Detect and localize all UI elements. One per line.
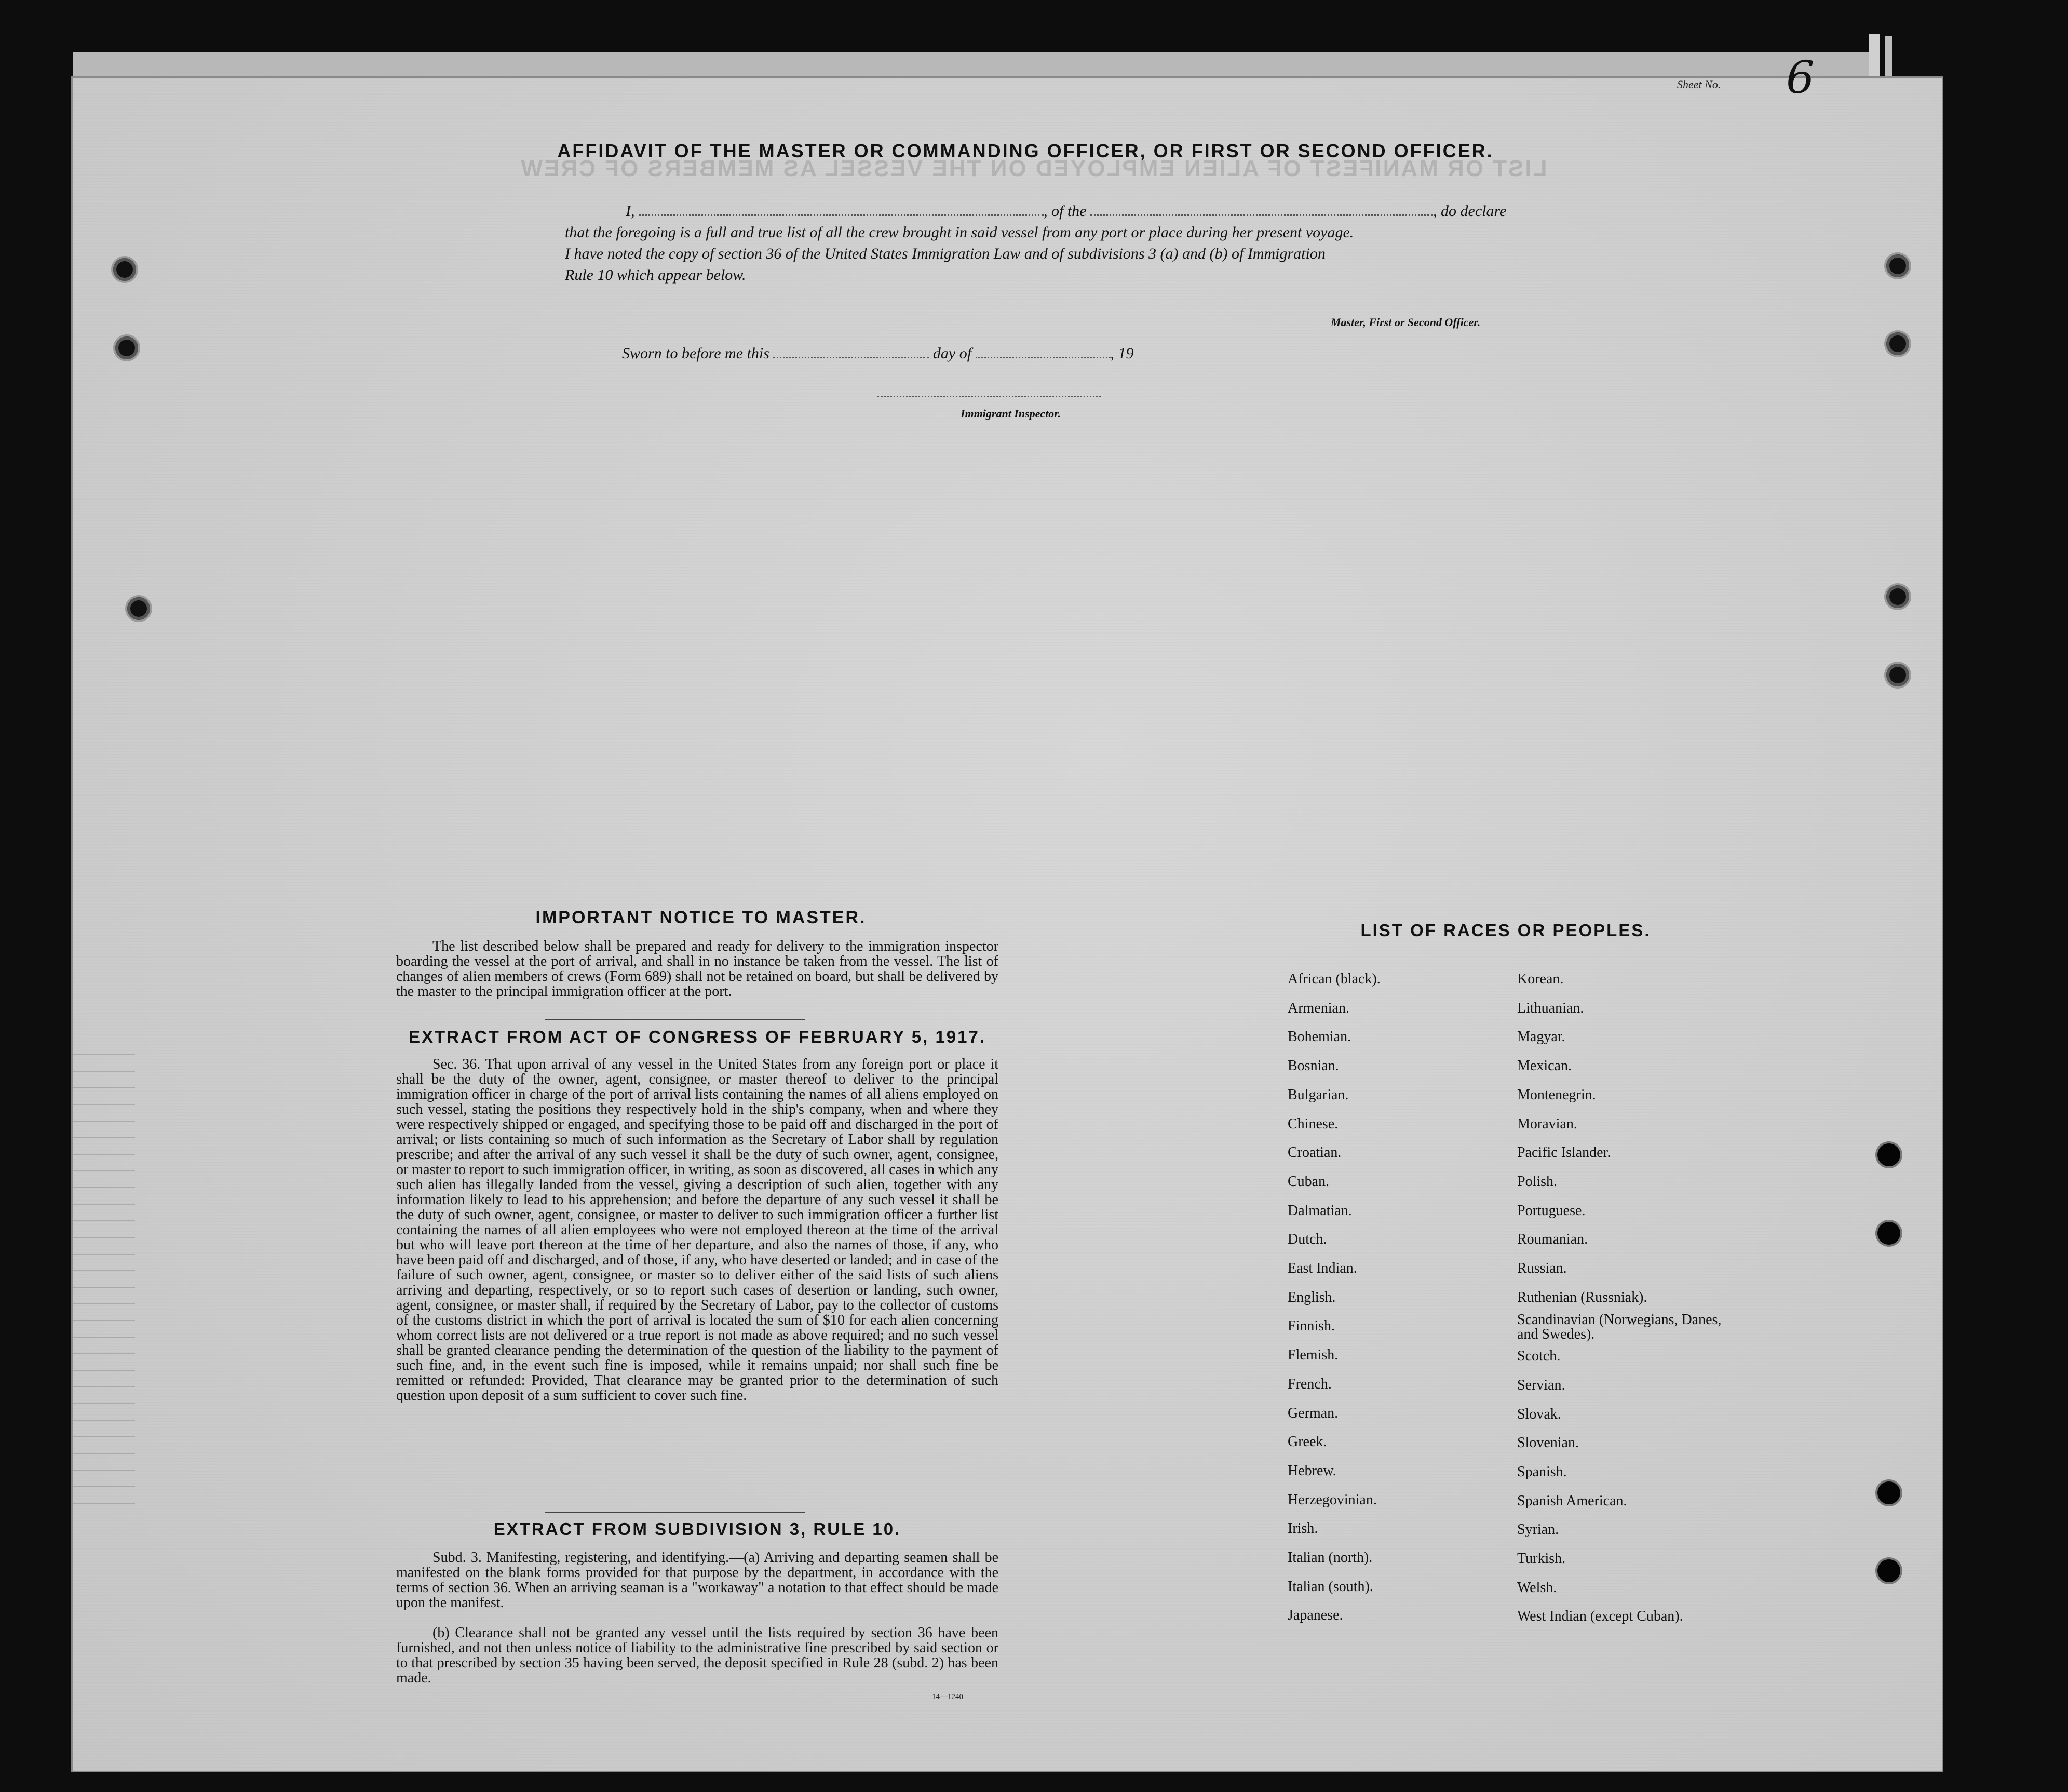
sworn-month-blank[interactable]: [976, 357, 1111, 358]
race-item: East Indian.: [1288, 1260, 1357, 1277]
race-item: Irish.: [1288, 1520, 1318, 1537]
race-item: Italian (south).: [1288, 1578, 1373, 1595]
binding-hole-right-7: [1877, 1481, 1900, 1504]
race-item: Bulgarian.: [1288, 1086, 1349, 1103]
form-number: 14—1240: [932, 1693, 963, 1701]
affidavit-i: I,: [626, 203, 635, 220]
race-item: Lithuanian.: [1517, 1000, 1584, 1016]
race-item: Italian (north).: [1288, 1550, 1373, 1566]
sheet-number: 6: [1786, 52, 1815, 104]
affidavit-line-3: I have noted the copy of section 36 of the United States Immigration Law and of subdivisions 3 (a) and (b) of Immigration: [565, 245, 1326, 262]
race-item: Japanese.: [1288, 1607, 1343, 1624]
affidavit-of-the: , of the: [1044, 203, 1087, 220]
race-item: Spanish.: [1517, 1463, 1567, 1480]
sworn-text: Sworn to before me this: [622, 345, 769, 362]
race-item: West Indian (except Cuban).: [1517, 1608, 1683, 1625]
binding-hole-right-2: [1886, 332, 1909, 355]
race-item: Polish.: [1517, 1173, 1558, 1190]
inspector-label: Immigrant Inspector.: [961, 407, 1061, 420]
race-item: Dalmatian.: [1288, 1202, 1352, 1219]
race-item: Bosnian.: [1288, 1058, 1339, 1074]
divider-1: [545, 1019, 805, 1020]
race-item: Greek.: [1288, 1434, 1327, 1450]
sworn-day-blank[interactable]: [773, 357, 929, 358]
name-blank[interactable]: [639, 214, 1044, 216]
affidavit-line-2: that the foregoing is a full and true list of all the crew brought in said vessel from any port or place during her present voyage.: [565, 224, 1354, 241]
affidavit-line-1: [626, 203, 1506, 220]
affidavit-declare: , do declare: [1433, 203, 1507, 220]
race-item: Syrian.: [1517, 1521, 1559, 1538]
rule-body-b: (b) Clearance shall not be granted any vessel until the lists required by section 36 have been furnished, and not then unless notice of liability to the administrative fine prescribed by said section or to that prescribed by section 35 having been served, the deposit specified in Rule 28 (subd. 2) has been made.: [396, 1625, 998, 1686]
act-title: EXTRACT FROM ACT OF CONGRESS OF FEBRUARY 5, 1917.: [408, 1027, 986, 1046]
race-item: Armenian.: [1288, 1000, 1349, 1016]
race-item: Scotch.: [1517, 1348, 1561, 1365]
race-item: Bohemian.: [1288, 1029, 1351, 1045]
divider-2: [545, 1512, 805, 1513]
race-item: French.: [1288, 1376, 1332, 1392]
binding-hole-left-1: [113, 258, 136, 281]
race-item: Croatian.: [1288, 1144, 1342, 1161]
race-item: Scandinavian (Norwegians, Danes, and Swedes).: [1517, 1312, 1722, 1343]
race-item: English.: [1288, 1289, 1336, 1305]
race-item: Moravian.: [1517, 1115, 1577, 1132]
races-column-1: [1288, 965, 1506, 1630]
race-item: Magyar.: [1517, 1029, 1565, 1045]
race-item: Cuban.: [1288, 1173, 1330, 1190]
vessel-blank[interactable]: [1090, 214, 1433, 216]
race-item: Pacific Islander.: [1517, 1144, 1611, 1161]
binding-hole-left-2: [115, 336, 138, 359]
race-item: Hebrew.: [1288, 1462, 1336, 1479]
act-body: Sec. 36. That upon arrival of any vessel in the United States from any foreign port or place it shall be the duty of the owner, agent, consignee, or master thereof to deliver to the principal immigration officer in charge of the port of arrival lists containing the names of all aliens employed on such vessel, stating the positions they respectively hold in the ship's company, when and where they were respectively shipped or engaged, and specifying those to be paid off and discharged in the port of arrival; or lists containing so much of such information as the Secretary of Labor shall by regulation prescribe; and after the arrival of any such vessel it shall be the duty of such owner, agent, consignee, or master to report to such immigration officer, in writing, as soon as discovered, all cases in which any such alien has illegally landed from the vessel, giving a description of such alien, together with any information likely to lead to his apprehension; and before the departure of any such vessel it shall be the duty of such owner, agent, consignee, or master to deliver to such immigration officer a further list containing the names of all alien employees who were not employed thereon at the time of the arrival but who will leave port thereon at the time of her departure, and also the names of those, if any, who have been paid off and discharged, and of those, if any, who have deserted or landed; and in case of the failure of such owner, agent, consignee, or master so to deliver either of the said lists of such aliens arriving and departing, respectively, or so to report such cases of desertion or landing, such owner, agent, consignee, or master shall, if required by the Secretary of Labor, pay to the collector of customs of the customs district in which the port of arrival is located the sum of $10 for each alien concerning whom correct lists are not delivered or a true report is not made as above required; and no such vessel shall be granted clearance pending the determination of the question of the liability to the payment of such fine, and, in the event such fine is imposed, while it remains unpaid; nor shall such fine be remitted or refunded: Provided, That clearance may be granted prior to the determination of such question upon deposit of a sum sufficient to cover such fine.: [396, 1056, 998, 1404]
race-item: Herzegovinian.: [1288, 1491, 1377, 1508]
page-edge-top: [73, 52, 1880, 80]
binding-hole-right-6: [1877, 1222, 1900, 1245]
sworn-day-of: day of: [932, 345, 972, 362]
race-item: Russian.: [1517, 1260, 1567, 1277]
race-item: Welsh.: [1517, 1579, 1557, 1596]
race-item: Slovak.: [1517, 1406, 1561, 1422]
inspector-signature-line: [877, 396, 1101, 397]
affidavit-line-4: Rule 10 which appear below.: [565, 266, 746, 284]
sworn-line: [622, 345, 1134, 362]
master-signature-label: Master, First or Second Officer.: [1331, 316, 1481, 329]
binding-hole-right-5: [1877, 1143, 1900, 1166]
race-item: Spanish American.: [1517, 1492, 1627, 1509]
binding-hole-right-3: [1886, 585, 1909, 608]
races-column-2: [1517, 965, 1735, 1631]
binding-hole-right-1: [1886, 254, 1909, 277]
race-item: Montenegrin.: [1517, 1086, 1596, 1103]
notice-title: IMPORTANT NOTICE TO MASTER.: [535, 908, 867, 927]
rule-body-a: Subd. 3. Manifesting, registering, and identifying.—(a) Arriving and departing seamen shall be manifested on the blank forms provided for that purpose by the department, in accordance with the terms of section 36. When an arriving seaman is a "workaway" a notation to that effect should be made upon the manifest.: [396, 1550, 998, 1611]
race-item: German.: [1288, 1405, 1339, 1421]
race-item: African (black).: [1288, 971, 1381, 987]
sworn-year: , 19: [1110, 345, 1134, 362]
race-item: Dutch.: [1288, 1231, 1327, 1248]
notice-body: The list described below shall be prepared and ready for delivery to the immigration inspector boarding the vessel at the port of arrival, and shall in no instance be taken from the vessel. The list of changes of alien members of crews (Form 689) shall not be retained on board, but shall be delivered by the master to the principal immigration officer at the port.: [396, 938, 998, 1000]
bleed-through-lines: [73, 1039, 135, 1506]
affidavit-title: AFFIDAVIT OF THE MASTER OR COMMANDING OFFICER, OR FIRST OR SECOND OFFICER.: [557, 140, 1494, 161]
race-item: Turkish.: [1517, 1551, 1566, 1567]
binding-hole-left-3: [127, 597, 150, 620]
races-title: LIST OF RACES OR PEOPLES.: [1360, 921, 1651, 940]
rule-title: EXTRACT FROM SUBDIVISION 3, RULE 10.: [493, 1519, 901, 1539]
race-item: Slovenian.: [1517, 1435, 1579, 1451]
race-item: Chinese.: [1288, 1115, 1339, 1132]
sheet-no-label: Sheet No.: [1677, 78, 1721, 91]
race-item: Korean.: [1517, 971, 1564, 987]
race-item: Portuguese.: [1517, 1202, 1586, 1219]
race-item: Finnish.: [1288, 1318, 1335, 1335]
binding-hole-right-4: [1886, 664, 1909, 686]
bleed-through-title: LIST OR MANIFEST OF ALIEN EMPLOYED ON THE VESSEL AS MEMBERS OF CREW: [519, 156, 1547, 181]
race-item: Mexican.: [1517, 1058, 1572, 1074]
race-item: Roumanian.: [1517, 1231, 1588, 1248]
race-item: Ruthenian (Russniak).: [1517, 1289, 1647, 1305]
binding-hole-right-8: [1877, 1559, 1900, 1582]
race-item: Flemish.: [1288, 1347, 1339, 1364]
race-item: Servian.: [1517, 1377, 1565, 1393]
